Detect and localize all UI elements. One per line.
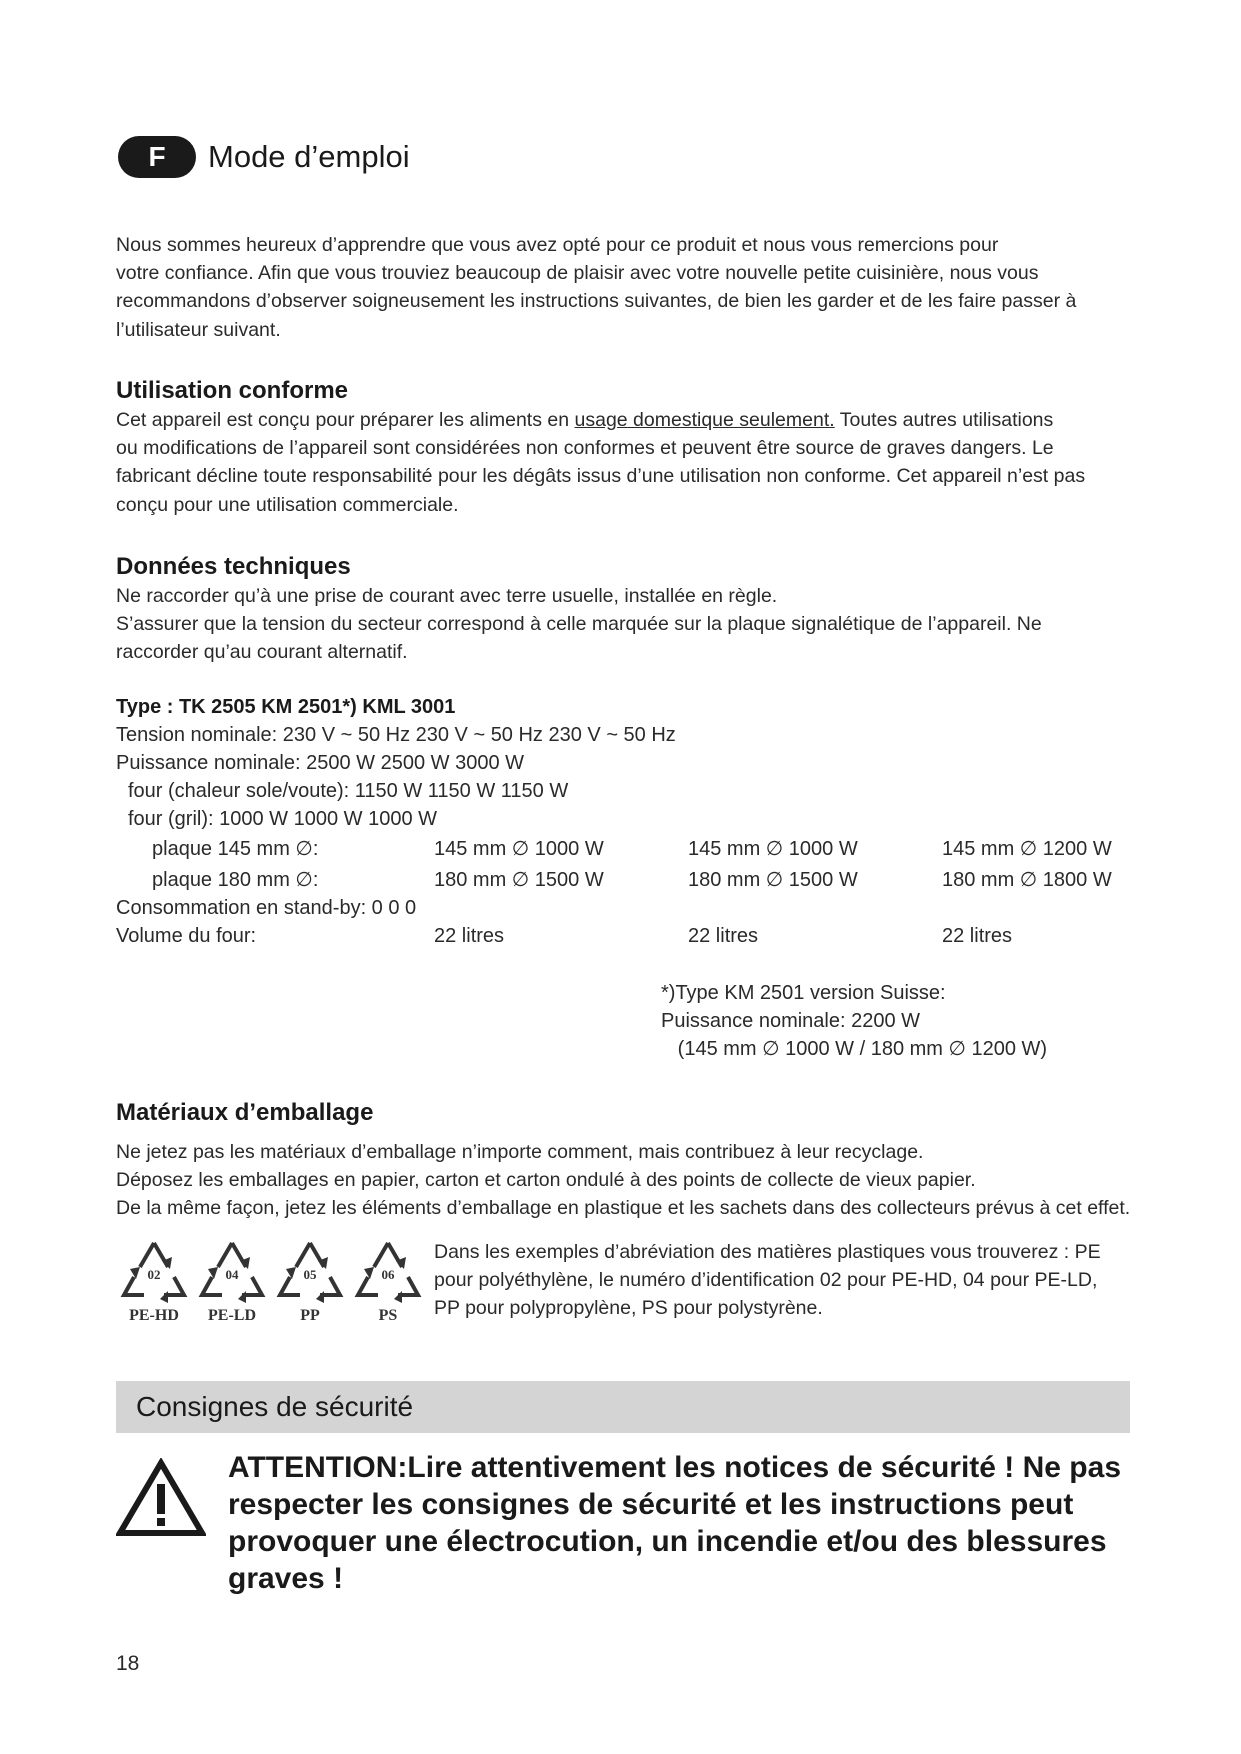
recycle-code: 05 (303, 1267, 317, 1282)
recycle-code: 06 (381, 1267, 395, 1282)
spec-standby-row: Consommation en stand-by: 0 0 0 (116, 897, 417, 919)
spec-value: 22 litres (688, 925, 759, 947)
swiss-note-line: *)Type KM 2501 version Suisse: (661, 982, 946, 1004)
utilisation-section (116, 376, 1126, 519)
spec-value: 22 litres (942, 925, 1013, 947)
warning-triangle-icon (116, 1458, 206, 1543)
donnees-section (116, 552, 1126, 667)
spec-value: 145 mm ∅ 1200 W (942, 838, 1112, 860)
recycling-symbols (116, 1237, 426, 1329)
spec-value: 180 mm ∅ 1500 W (434, 869, 604, 891)
intro-line: votre confiance. Afin que vous trouviez beaucoup de plaisir avec votre nouvelle petite cuisinière, nous vous (116, 262, 1039, 285)
recycle-icon (194, 1237, 270, 1329)
section-heading-donnees: Données techniques (116, 553, 351, 580)
recycle-label: PS (378, 1307, 398, 1324)
utilisation-line (116, 406, 1126, 434)
safety-section-bar (116, 1381, 1130, 1433)
spec-value: 145 mm ∅ 1000 W (688, 838, 858, 860)
spec-label: plaque 180 mm ∅: (152, 869, 319, 891)
usage-domestique-emphasis: usage domestique seulement. (574, 409, 835, 431)
intro-line: Nous sommes heureux d’apprendre que vous avez opté pour ce produit et nous vous remercions pour (116, 234, 999, 256)
spec-four-gril-row: four (gril): 1000 W 1000 W 1000 W (128, 808, 438, 830)
spec-value: 180 mm ∅ 1800 W (942, 869, 1112, 891)
materiaux-line: Ne jetez pas les matériaux d’emballage n’importe comment, mais contribuez à leur recyclage. (116, 1141, 924, 1163)
intro-line: recommandons d’observer soigneusement les instructions suivantes, de bien les garder et de les faire passer à (116, 290, 1077, 313)
recycle-code: 02 (147, 1267, 161, 1282)
spec-tension-row: Tension nominale: 230 V ~ 50 Hz 230 V ~ 50 Hz 230 V ~ 50 Hz (116, 724, 676, 746)
spec-value: 180 mm ∅ 1500 W (688, 869, 858, 891)
plastic-abbreviations (434, 1238, 1134, 1323)
utilisation-line: ou modifications de l’appareil sont considérées non conformes et peuvent être source de graves dangers. Le (116, 437, 1054, 460)
page-number: 18 (116, 1652, 140, 1675)
donnees-line: raccorder qu’au courant alternatif. (116, 641, 408, 664)
warning-line: provoquer une électrocution, un incendie et/ou des blessures (228, 1525, 1107, 1558)
recycle-icon (350, 1237, 426, 1329)
abbrev-line: pour polyéthylène, le numéro d’identification 02 pour PE-HD, 04 pour PE-LD, (434, 1269, 1098, 1292)
spec-label: plaque 145 mm ∅: (152, 838, 319, 860)
abbrev-line: Dans les exemples d’abréviation des matières plastiques vous trouverez : PE (434, 1241, 1101, 1263)
materiaux-line: De la même façon, jetez les éléments d’emballage en plastique et les sachets dans des collecteurs prévus à cet effet. (116, 1197, 1131, 1220)
utilisation-line: fabricant décline toute responsabilité pour les dégâts issus d’une utilisation non conforme. Cet appareil n’est pas (116, 465, 1086, 488)
utilisation-text: Cet appareil est conçu pour préparer les aliments en (116, 409, 575, 431)
utilisation-text: Toutes autres utilisations (834, 409, 1054, 431)
spec-value: 145 mm ∅ 1000 W (434, 838, 604, 860)
spec-plaque145-row (0, 835, 1241, 865)
utilisation-line: conçu pour une utilisation commerciale. (116, 493, 459, 516)
swiss-version-note (661, 979, 1131, 1064)
intro-paragraph (116, 231, 1126, 344)
spec-four-sole-row: four (chaleur sole/voute): 1150 W 1150 W 1150 W (128, 780, 569, 802)
section-heading-materiaux: Matériaux d’emballage (116, 1099, 374, 1126)
recycle-label: PE-HD (129, 1307, 179, 1324)
page-title: Mode d’emploi (208, 139, 410, 174)
section-heading-utilisation: Utilisation conforme (116, 377, 349, 404)
recycle-label: PE-LD (208, 1307, 256, 1324)
materiaux-line: Déposez les emballages en papier, carton et carton ondulé à des points de collecte de vieux papier. (116, 1169, 976, 1192)
spec-puissance-row: Puissance nominale: 2500 W 2500 W 3000 W (116, 752, 524, 774)
warning-line: ATTENTION:Lire attentivement les notices de sécurité ! Ne pas (228, 1451, 1121, 1484)
swiss-note-line: Puissance nominale: 2200 W (661, 1010, 921, 1033)
materiaux-section (116, 1098, 1131, 1223)
warning-line: respecter les consignes de sécurité et les instructions peut (228, 1488, 1074, 1521)
recycle-icon (272, 1237, 348, 1329)
language-badge: F (118, 136, 196, 178)
abbrev-line: PP pour polypropylène, PS pour polystyrène. (434, 1297, 823, 1320)
spec-volume-row (0, 922, 1241, 952)
recycle-icon (116, 1237, 192, 1329)
donnees-line: Ne raccorder qu’à une prise de courant avec terre usuelle, installée en règle. (116, 585, 778, 607)
safety-warning (228, 1449, 1128, 1597)
swiss-note-line: (145 mm ∅ 1000 W / 180 mm ∅ 1200 W) (661, 1038, 1048, 1061)
section-heading-safety: Consignes de sécurité (136, 1391, 414, 1422)
spec-label: Volume du four: (116, 925, 257, 947)
warning-line: graves ! (228, 1562, 344, 1595)
spec-type-row: Type : TK 2505 KM 2501*) KML 3001 (116, 696, 456, 718)
spec-plaque180-row (0, 866, 1241, 896)
donnees-line: S’assurer que la tension du secteur correspond à celle marquée sur la plaque signalétique de l’appareil. Ne (116, 613, 1042, 636)
recycle-label: PP (300, 1307, 320, 1324)
recycle-code: 04 (225, 1267, 239, 1282)
spec-value: 22 litres (434, 925, 505, 947)
intro-line: l’utilisateur suivant. (116, 318, 281, 341)
